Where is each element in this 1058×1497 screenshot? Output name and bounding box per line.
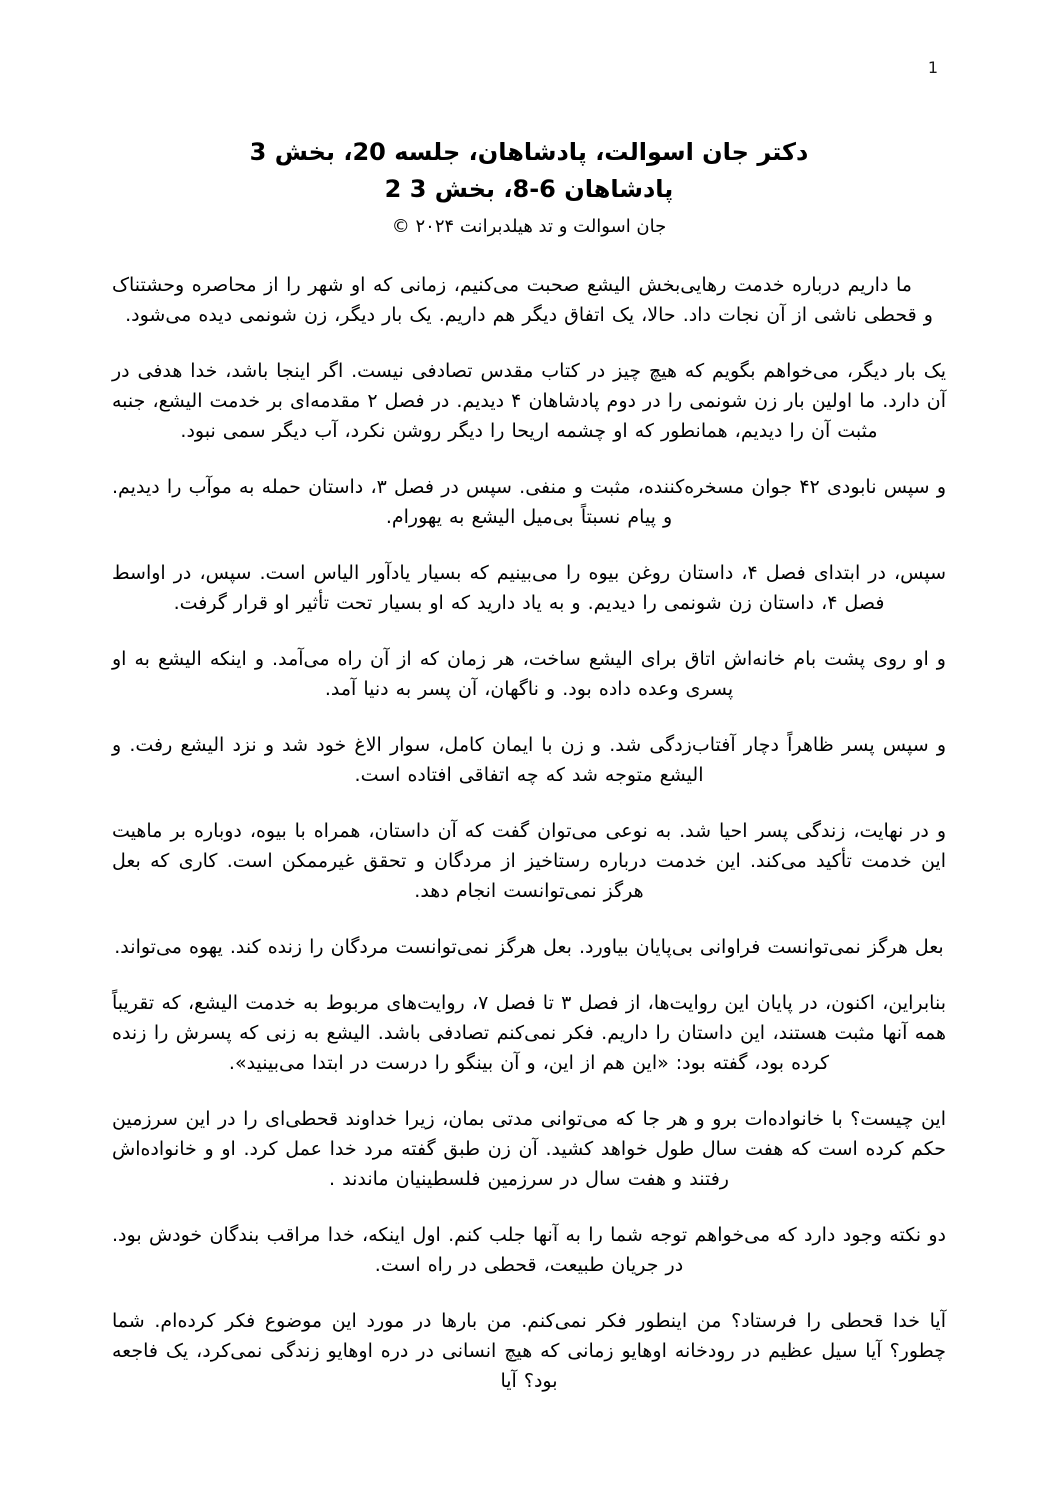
copyright-line: جان اسوالت و تد هیلدبرانت ۲۰۲۴ © — [391, 216, 667, 237]
paragraph-11: دو نکته وجود دارد که می‌خواهم توجه شما را به آنها جلب کنم. اول اینکه، خدا مراقب بندگان خودش بود. در جریان طبیعت، قحطی در راه است. — [112, 1224, 946, 1276]
paragraph-6: و سپس پسر ظاهراً دچار آفتاب‌زدگی شد. و زن با ایمان کامل، سوار الاغ خود شد و نزد الیشع رفت. و الیشع متوجه شد که چه اتفاقی افتاده است. — [112, 734, 946, 786]
document-body — [112, 270, 946, 1396]
paragraph-3: و سپس نابودی ۴۲ جوان مسخره‌کننده، مثبت و منفی. سپس در فصل ۳، داستان حمله به موآب را دیدیم. و پیام نسبتاً بی‌میل الیشع به یهورام. — [112, 476, 946, 528]
paragraph-4: سپس، در ابتدای فصل ۴، داستان روغن بیوه را می‌بینیم که بسیار یادآور الیاس است. سپس، در اواسط فصل ۴، داستان زن شونمی را دیدیم. و به یاد دارید که او بسیار تحت تأثیر او قرار گرفت. — [112, 562, 946, 614]
paragraph-5: و او روی پشت بام خانه‌اش اتاق برای الیشع ساخت، هر زمان که از آن راه می‌آمد. و اینکه الیشع به او پسری وعده داده بود. و ناگهان، آن پسر به دنیا آمد. — [112, 648, 946, 700]
page-number: 1 — [927, 58, 938, 77]
paragraph-12: آیا خدا قحطی را فرستاد؟ من اینطور فکر نمی‌کنم. من بارها در مورد این موضوع فکر کرده‌ام. شما چطور؟ آیا سیل عظیم در رودخانه اوهایو زمانی که هیچ انسانی در دره اوهایو زندگی نمی‌کرد، یک فاجعه بود؟ آیا — [112, 1310, 946, 1392]
paragraph-8: بعل هرگز نمی‌توانست فراوانی بی‌پایان بیاورد. بعل هرگز نمی‌توانست مردگان را زنده کند. یهوه می‌تواند. — [114, 936, 944, 958]
document-header — [112, 134, 946, 242]
paragraph-10: این چیست؟ با خانواده‌ات برو و هر جا که می‌توانی مدتی بمان، زیرا خداوند قحطی‌ای را در این سرزمین حکم کرده است که هفت سال طول خواهد کشید. آن زن طبق گفته مرد خدا عمل کرد. او و خانواده‌اش رفتند و هفت سال در سرزمین فلسطینیان ماندند . — [112, 1108, 946, 1190]
paragraph-1: ما داریم درباره خدمت رهایی‌بخش الیشع صحبت می‌کنیم، زمانی که او شهر را از محاصره وحشتناک و قحطی ناشی از آن نجات داد. حالا، یک اتفاق دیگر هم داریم. یک بار دیگر، زن شونمی دیده می‌شود. — [112, 274, 933, 326]
paragraph-9: بنابراین، اکنون، در پایان این روایت‌ها، از فصل ۳ تا فصل ۷، روایت‌های مربوط به خدمت الیشع، که تقریباً همه آنها مثبت هستند، این داستان را داریم. فکر نمی‌کنم تصادفی باشد. الیشع به زنی که پسرش را زنده کرده بود، گفته بود: «این هم از این، و آن بینگو را درست در ابتدا می‌بینید». — [112, 992, 946, 1074]
paragraph-2: یک بار دیگر، می‌خواهم بگویم که هیچ چیز در کتاب مقدس تصادفی نیست. اگر اینجا باشد، خدا هدفی در آن دارد. ما اولین بار زن شونمی را در دوم پادشاهان ۴ دیدیم. در فصل ۲ مقدمه‌ای بر خدمت الیشع، جنبه مثبت آن را دیدیم، همانطور که او چشمه اریحا را دیگر روشن نکرد، آب دیگر سمی نبود. — [112, 360, 946, 442]
document-title-line2: پادشاهان 6-8، بخش 3 2 — [384, 175, 674, 203]
paragraph-7: و در نهایت، زندگی پسر احیا شد. به نوعی می‌توان گفت که آن داستان، همراه با بیوه، دوباره بر ماهیت این خدمت تأکید می‌کند. این خدمت درباره رستاخیز از مردگان و تحقق غیرممکن است. کاری که بعل هرگز نمی‌توانست انجام دهد. — [112, 820, 946, 902]
document-title-line1: دکتر جان اسوالت، پادشاهان، جلسه 20، بخش 3 — [249, 138, 809, 166]
